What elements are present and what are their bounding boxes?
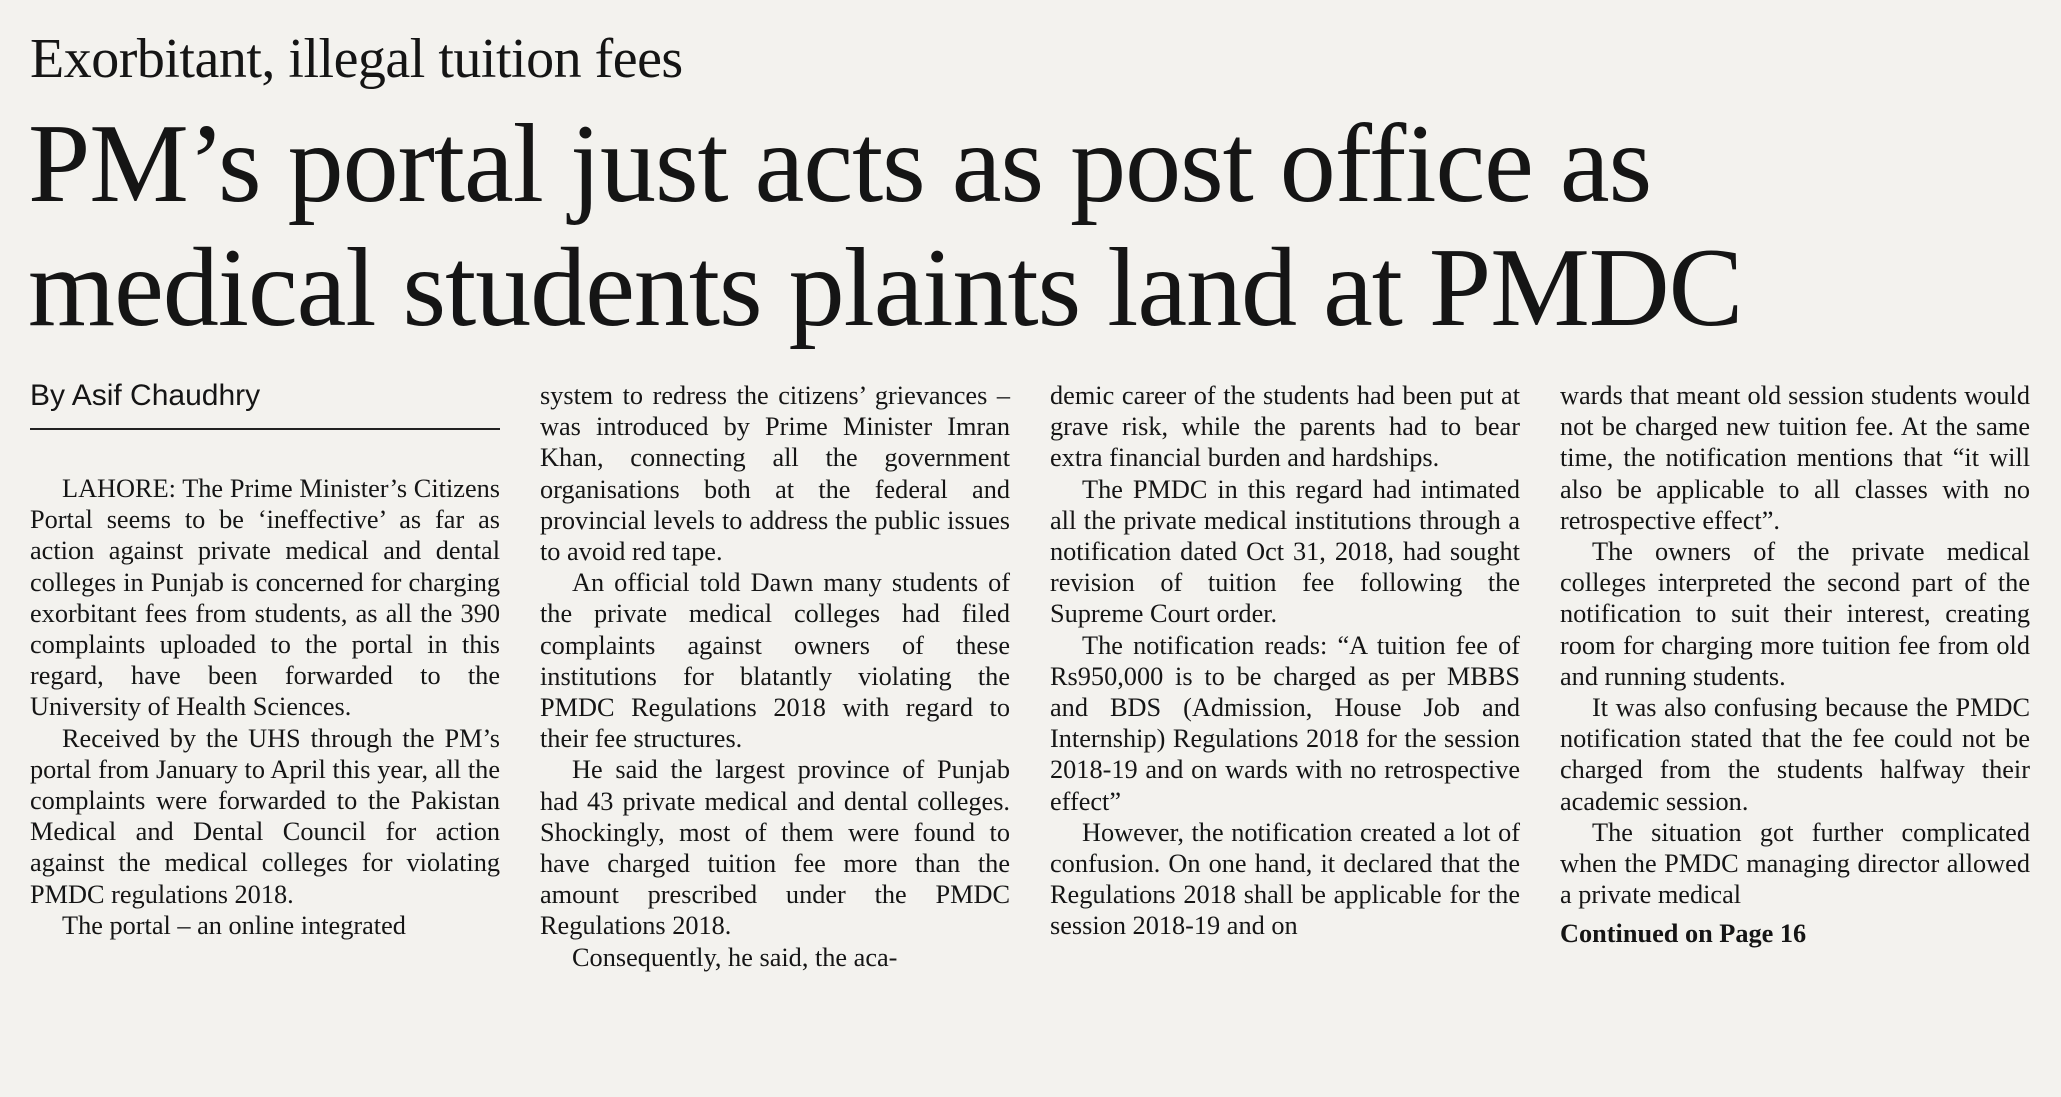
- paragraph: Consequently, he said, the aca-: [572, 942, 898, 972]
- paragraph: demic career of the students had been put at grave risk, while the parents had to bear extra financial burden and hardships.: [1050, 381, 1520, 473]
- paragraph: It was also confusing because the PMDC notification stated that the fee could not be charged from the students halfway their academic session.: [1560, 693, 2030, 816]
- paragraph: wards that meant old session students would not be charged new tuition fee. At the same time, the notification mentions that “it will also be applicable to all classes with no retrospective effect”.: [1560, 381, 2030, 535]
- headline-line-1: PM’s portal just acts as post office as: [28, 102, 1652, 226]
- column-2: [540, 380, 1010, 973]
- column-4: [1560, 380, 2030, 950]
- paragraph: The situation got further complicated when the PMDC managing director allowed a private medical: [1560, 817, 2030, 910]
- headline: [28, 102, 2038, 350]
- paragraph: The notification reads: “A tuition fee of Rs950,000 is to be charged as per MBBS and BDS (Admission, House Job and Internship) Regulations 2018 for the session 2018-19 and on wards with no retrospective effect”: [1050, 630, 1520, 816]
- paragraph: However, the notification created a lot of confusion. On one hand, it declared that the Regulations 2018 shall be applicable for the session 2018-19 and on: [1050, 817, 1520, 941]
- column-1: [30, 473, 500, 941]
- paragraph: Received by the UHS through the PM’s portal from January to April this year, all the complaints were forwarded to the Pakistan Medical and Dental Council for action against the medical colleges for violating PMDC regulations 2018.: [30, 723, 500, 909]
- column-3: [1050, 380, 1520, 942]
- paragraph: The portal – an online integrated: [62, 910, 406, 940]
- kicker: Exorbitant, illegal tuition fees: [30, 28, 683, 90]
- byline: By Asif Chaudhry: [30, 376, 500, 430]
- paragraph: He said the largest province of Punjab had 43 private medical and dental colleges. Shockingly, most of them were found to have charged tuition fee more than the amount prescribed under the PMDC Regulations 2018.: [540, 755, 1010, 941]
- paragraph: An official told Dawn many students of the private medical colleges had filed complaints against owners of these institutions for blatantly violating the PMDC Regulations 2018 with regard to their fee structures.: [540, 568, 1010, 754]
- paragraph: The owners of the private medical colleges interpreted the second part of the notification to suit their interest, creating room for charging more tuition fee from old and running students.: [1560, 537, 2030, 691]
- paragraph: system to redress the citizens’ grievances – was introduced by Prime Minister Imran Khan, connecting all the government organisations both at the federal and provincial levels to address the public issues to avoid red tape.: [540, 381, 1010, 567]
- continued-on-page-link: Continued on Page 16: [1560, 919, 1807, 949]
- headline-line-2: medical students plaints land at PMDC: [28, 226, 1743, 350]
- paragraph: The PMDC in this regard had intimated all the private medical institutions through a notification dated Oct 31, 2018, had sought revision of tuition fee following the Supreme Court order.: [1050, 474, 1520, 629]
- paragraph: LAHORE: The Prime Minister’s Citizens Portal seems to be ‘ineffective’ as far as action against private medical and dental colleges in Punjab is concerned for charging exorbitant fees from students, as all the 390 complaints uploaded to the portal in this regard, have been forwarded to the University of Health Sciences.: [30, 474, 500, 722]
